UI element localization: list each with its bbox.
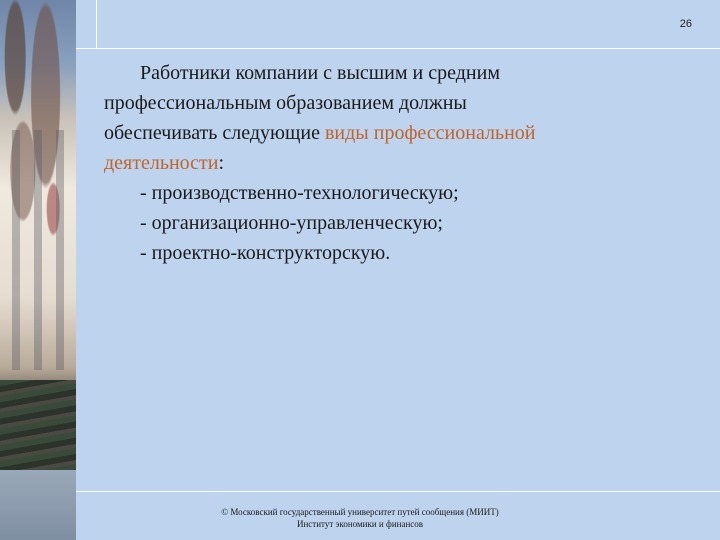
body-line-2: профессиональным образованием должны (104, 92, 467, 114)
building-photo (0, 0, 76, 540)
vertical-rule (96, 0, 97, 48)
page-number: 26 (679, 18, 692, 30)
sidewalk (0, 470, 76, 540)
footer-copyright: © Московский государственный университет путей сообщения (МИИТ) (221, 507, 499, 517)
slide-body (104, 58, 664, 268)
list-item-2: - организационно-управленческую; (140, 212, 443, 234)
building-windows (4, 130, 72, 370)
footer-institute: Институт экономики и финансов (296, 519, 424, 529)
highlight-phrase-2: деятельности (104, 152, 219, 174)
colon: : (218, 152, 225, 174)
body-line-3-prefix: обеспечивать следующие (104, 122, 325, 144)
bottom-rule (76, 491, 720, 492)
highlight-phrase-1: виды профессиональной (324, 122, 536, 144)
body-line-1: Работники компании с высшим и средним (140, 62, 500, 84)
list-item-1: - производственно-технологическую; (140, 182, 459, 204)
footer (150, 506, 570, 530)
list-item-3: - проектно-конструкторскую. (140, 242, 391, 264)
body-line-4 (104, 148, 664, 178)
body-line-3 (104, 118, 664, 148)
top-rule (76, 48, 720, 49)
